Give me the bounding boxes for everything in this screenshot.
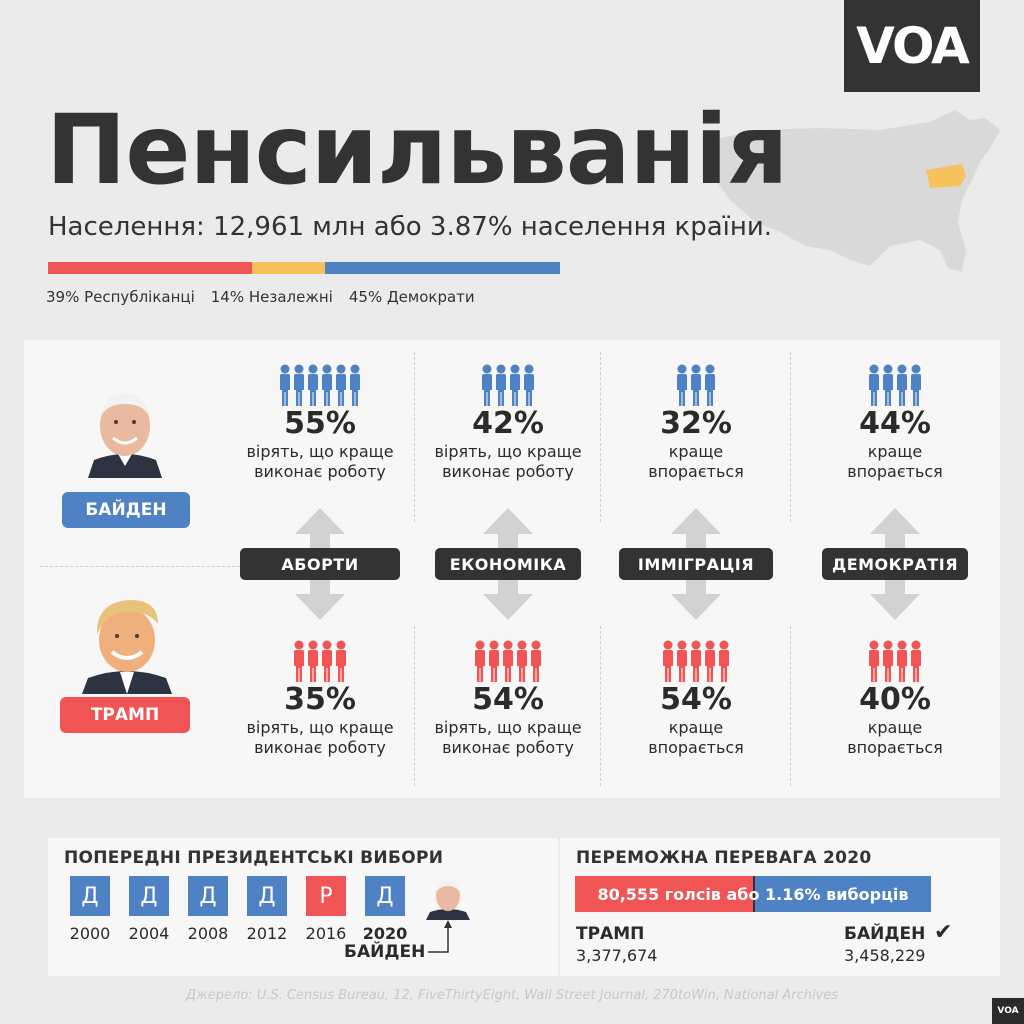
stat-biden-1 (418, 362, 598, 482)
topic-label: АБОРТИ (240, 548, 400, 580)
stat-description: виконає роботу (442, 462, 574, 481)
person-icon (530, 640, 542, 682)
trump-badge: ТРАМП (60, 697, 190, 733)
person-icon (335, 640, 347, 682)
person-icon (882, 364, 894, 406)
party-bar-segment (252, 262, 325, 274)
stat-trump-0 (230, 638, 410, 758)
person-icon (718, 640, 730, 682)
stat-percent: 40% (859, 682, 931, 717)
stat-description: краще (668, 442, 724, 461)
trump-total-label: ТРАМП (576, 924, 645, 944)
stat-description: виконає роботу (254, 738, 386, 757)
person-icon (910, 640, 922, 682)
stat-description: впорається (847, 462, 943, 481)
population-text: Населення: 12,961 млн або 3.87% населення країни. (48, 212, 773, 242)
person-icon (882, 640, 894, 682)
person-icon (488, 640, 500, 682)
person-icon (349, 364, 361, 406)
stat-description: вірять, що краще (246, 442, 394, 461)
stat-biden-0 (230, 362, 410, 482)
stat-description: впорається (648, 738, 744, 757)
topic-label: ДЕМОКРАТІЯ (822, 548, 968, 580)
person-icon (896, 364, 908, 406)
stat-description: краще (668, 718, 724, 737)
person-icon (495, 364, 507, 406)
stat-percent: 44% (859, 406, 931, 441)
topic-label: ІММІГРАЦІЯ (619, 548, 773, 580)
person-icon (690, 364, 702, 406)
person-icon (704, 640, 716, 682)
biden-total-label: БАЙДЕН (844, 924, 926, 944)
election-year: 2016 (305, 924, 347, 943)
election-year: 2008 (187, 924, 229, 943)
stat-description: виконає роботу (442, 738, 574, 757)
source-note: Джерело: U.S. Census Bureau, 12, FiveThirtyEight, Wall Street Journal, 270toWin, National Archives (185, 988, 839, 1003)
election-result-box: Д (70, 876, 110, 916)
person-icon (868, 364, 880, 406)
person-icon (307, 364, 319, 406)
person-icon (293, 640, 305, 682)
page-title: Пенсильванія (46, 94, 788, 206)
people-icons (606, 362, 786, 406)
topic-label: ЕКОНОМІКА (435, 548, 581, 580)
stat-biden-3 (805, 362, 985, 482)
stat-description: впорається (648, 462, 744, 481)
trump-total-votes: 3,377,674 (576, 946, 658, 965)
person-icon (293, 364, 305, 406)
biden-badge: БАЙДЕН (62, 492, 190, 528)
people-icons (230, 638, 410, 682)
party-legend-item: 14% Незалежні (210, 288, 333, 306)
person-icon (307, 640, 319, 682)
party-share-bar (48, 262, 560, 274)
stat-description: вірять, що краще (434, 442, 582, 461)
trump-portrait (82, 594, 172, 694)
party-legend-item: 45% Демократи (348, 288, 475, 306)
stat-description: виконає роботу (254, 462, 386, 481)
person-icon (690, 640, 702, 682)
margin-2020-heading: ПЕРЕМОЖНА ПЕРЕВАГА 2020 (576, 848, 872, 868)
people-icons (418, 362, 598, 406)
stat-percent: 32% (660, 406, 732, 441)
biden-small-portrait (422, 876, 474, 920)
person-icon (662, 640, 674, 682)
people-icons (805, 638, 985, 682)
people-icons (805, 362, 985, 406)
election-year: 2020 (362, 924, 408, 943)
election-year: 2000 (69, 924, 111, 943)
stat-percent: 55% (284, 406, 356, 441)
stat-percent: 54% (472, 682, 544, 717)
person-icon (509, 364, 521, 406)
person-icon (704, 364, 716, 406)
person-icon (481, 364, 493, 406)
person-icon (676, 640, 688, 682)
person-icon (676, 364, 688, 406)
person-icon (474, 640, 486, 682)
person-icon (279, 364, 291, 406)
person-icon (896, 640, 908, 682)
party-legend-item: 39% Республіканці (46, 288, 195, 306)
stat-description: краще (867, 718, 923, 737)
people-icons (606, 638, 786, 682)
election-result-box: Д (129, 876, 169, 916)
check-icon: ✔ (934, 920, 953, 945)
voa-corner-logo: VOA (992, 998, 1024, 1024)
election-result-box: Д (247, 876, 287, 916)
stat-description: вірять, що краще (246, 718, 394, 737)
person-icon (868, 640, 880, 682)
election-year: 2004 (128, 924, 170, 943)
winner-2020-label: БАЙДЕН (344, 942, 426, 962)
stat-description: вірять, що краще (434, 718, 582, 737)
election-result-box: Р (306, 876, 346, 916)
person-icon (910, 364, 922, 406)
margin-text: 80,555 голсів або 1.16% виборців (597, 884, 909, 904)
stat-trump-1 (418, 638, 598, 758)
people-icons (230, 362, 410, 406)
election-result-box: Д (188, 876, 228, 916)
election-result-box: Д (365, 876, 405, 916)
voa-logo: VOA (844, 0, 980, 92)
person-icon (516, 640, 528, 682)
party-bar-segment (48, 262, 252, 274)
person-icon (523, 364, 535, 406)
stat-percent: 35% (284, 682, 356, 717)
party-legend (46, 288, 491, 306)
biden-total-votes: 3,458,229 (844, 946, 926, 965)
people-icons (418, 638, 598, 682)
stat-percent: 54% (660, 682, 732, 717)
stat-trump-2 (606, 638, 786, 758)
winner-arrow-icon (426, 918, 456, 960)
biden-portrait (88, 386, 162, 478)
person-icon (335, 364, 347, 406)
stat-percent: 42% (472, 406, 544, 441)
election-year: 2012 (246, 924, 288, 943)
previous-elections-heading: ПОПЕРЕДНІ ПРЕЗИДЕНТСЬКІ ВИБОРИ (64, 848, 444, 868)
person-icon (321, 364, 333, 406)
stat-description: впорається (847, 738, 943, 757)
person-icon (502, 640, 514, 682)
stat-trump-3 (805, 638, 985, 758)
stat-biden-2 (606, 362, 786, 482)
stat-description: краще (867, 442, 923, 461)
party-bar-segment (325, 262, 560, 274)
person-icon (321, 640, 333, 682)
